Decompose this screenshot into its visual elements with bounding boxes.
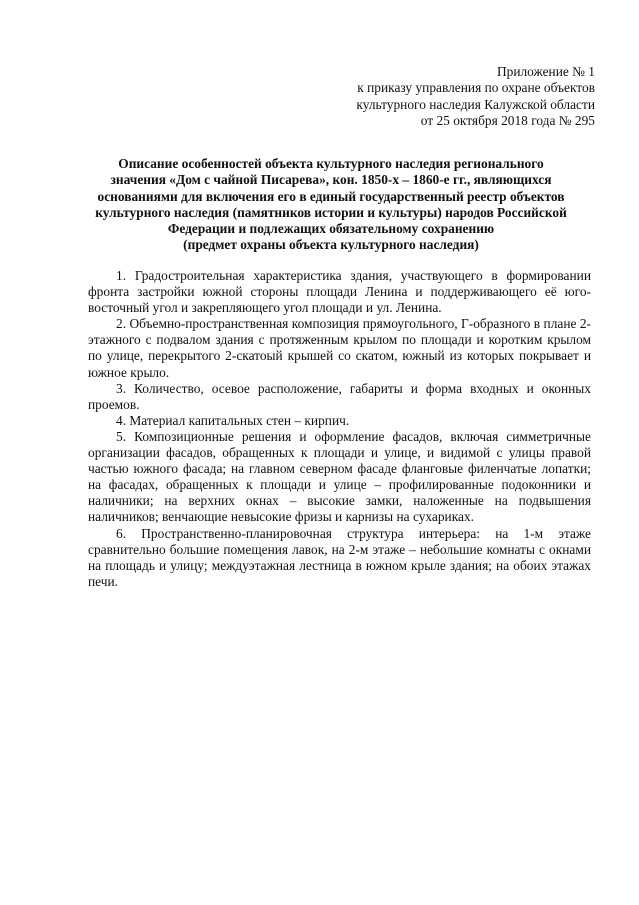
title-line: Федерации и подлежащих обязательному сохранению: [167, 221, 495, 237]
paragraph-volumetric-composition: 2. Объемно-пространственная композиция прямоугольного, Г-образного в плане 2-этажного с подвалом здания с протяженным крылом по площади и коротким крылом по улице, перекрытого 2-скатоый крышей со скатом, южный из которых покрывает и южное крыло.: [88, 316, 591, 380]
title-line: значения «Дом с чайной Писарева», кон. 1850-х – 1860-е гг., являющихся: [110, 172, 552, 188]
annex-order-ref: к приказу управления по охране объектов: [357, 80, 595, 96]
document-body: [88, 268, 591, 590]
title-line: культурного наследия (памятников истории и культуры) народов Российской: [95, 204, 567, 220]
annex-header: [356, 64, 595, 130]
document-title: [76, 156, 586, 254]
paragraph-openings: 3. Количество, осевое расположение, габариты и форма входных и оконных проемов.: [88, 380, 591, 412]
paragraph-urban-planning: 1. Градостроительная характеристика здания, участвующего в формировании фронта застройки южной стороны площади Ленина и поддерживающего её юго-восточный угол и закрепляющего угол площади и ул. Ленина.: [88, 268, 591, 316]
annex-authority: культурного наследия Калужской области: [356, 96, 595, 112]
title-line: Описание особенностей объекта культурного наследия регионального: [118, 156, 544, 171]
annex-number: Приложение № 1: [496, 64, 595, 79]
title-line: основаниями для включения его в единый государственный реестр объектов: [97, 188, 565, 204]
paragraph-interior: 6. Пространственно-планировочная структура интерьера: на 1-м этаже сравнительно большие помещения лавок, на 2-м этаже – небольшие комнаты с окнами на площадь и улицу; междуэтажная лестница в южном крыле здания; на обоих этажах печи.: [88, 525, 591, 589]
paragraph-facades: 5. Композиционные решения и оформление фасадов, включая симметричные организации фасадов, обращенных к площади и улице, и видимой с улицы правой частью южного фасада; на главном северном фасаде фланговые филенчатые лопатки; на фасадах, обращенных к площади и улице – профилированные подоконники и наличники; на верхних окнах – высокие замки, наложенные на подвышения наличников; венчающие невысокие фризы и карнизы на сухариках.: [88, 428, 591, 525]
annex-order-date: от 25 октября 2018 года № 295: [420, 113, 595, 129]
paragraph-wall-material: 4. Материал капитальных стен – кирпич.: [116, 412, 350, 428]
title-line: (предмет охраны объекта культурного наследия): [183, 237, 479, 253]
